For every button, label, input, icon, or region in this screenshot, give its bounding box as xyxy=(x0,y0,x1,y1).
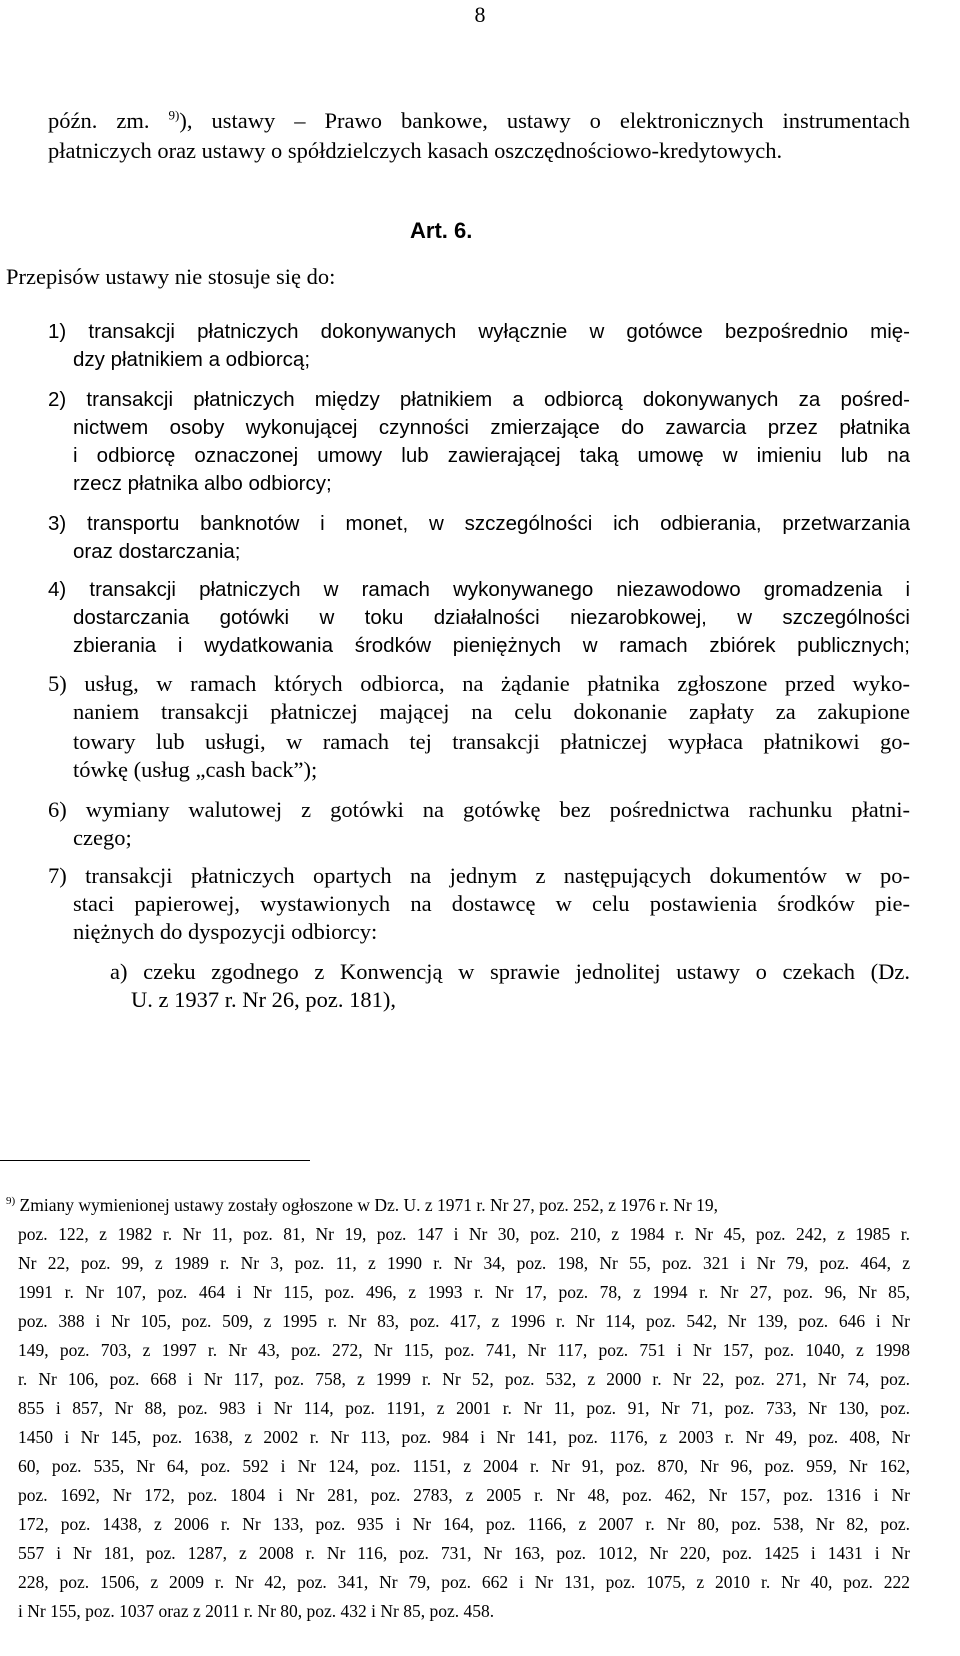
item-3-line-2: oraz dostarczania; xyxy=(73,540,241,563)
footnote-line-13: 557 i Nr 181, poz. 1287, z 2008 r. Nr 116, poz. 731, Nr 163, poz. 1012, Nr 220, poz. 1425 i 1431 i Nr xyxy=(18,1543,910,1563)
footnote-line-1 xyxy=(6,1191,718,1220)
article-heading: Art. 6. xyxy=(410,218,473,243)
item-5-line-2: naniem transakcji płatniczej mającej na celu dokonanie zapłaty za zakupione xyxy=(73,699,910,724)
item-4-line-2: dostarczania gotówki w toku działalności niezarobkowej, w szczególności xyxy=(73,606,910,629)
item-5-line-3: towary lub usługi, w ramach tej transakcji płatniczej wypłaca płatnikowi go- xyxy=(73,729,910,754)
item-7a-line-2: U. z 1937 r. Nr 26, poz. 181), xyxy=(131,987,396,1012)
item-1-line-1: 1) transakcji płatniczych dokonywanych wyłącznie w gotówce bezpośrednio mię- xyxy=(48,320,910,343)
item-2-line-4: rzecz płatnika albo odbiorcy; xyxy=(73,472,332,495)
intro-text-post: ), ustawy – Prawo bankowe, ustawy o elektronicznych instrumentach xyxy=(179,108,910,133)
footnote-line-3: Nr 22, poz. 99, z 1989 r. Nr 3, poz. 11, z 1990 r. Nr 34, poz. 198, Nr 55, poz. 321 i Nr 79, poz. 464, z xyxy=(18,1253,910,1273)
intro-line-1 xyxy=(48,106,910,136)
item-2-line-3: i odbiorcę oznaczonej umowy lub zawierającej taką umowę w imieniu lub na xyxy=(73,444,910,467)
item-6-line-2: czego; xyxy=(73,825,132,850)
intro-line-2: płatniczych oraz ustawy o spółdzielczych kasach oszczędnościowo-kredytowych. xyxy=(48,138,783,163)
item-7-line-2: staci papierowej, wystawionych na dostawcę w celu postawienia środków pie- xyxy=(73,891,910,916)
footnote-line-11: poz. 1692, Nr 172, poz. 1804 i Nr 281, poz. 2783, z 2005 r. Nr 48, poz. 462, Nr 157, poz. 1316 i Nr xyxy=(18,1485,910,1505)
footnote-marker: 9) xyxy=(6,1195,16,1208)
item-2-line-1: 2) transakcji płatniczych między płatnikiem a odbiorcą dokonywanych za pośred- xyxy=(48,388,910,411)
footnote-line-7: r. Nr 106, poz. 668 i Nr 117, poz. 758, z 1999 r. Nr 52, poz. 532, z 2000 r. Nr 22, poz. 271, Nr 74, poz. xyxy=(18,1369,910,1389)
item-4-line-3: zbierania i wydatkowania środków pieniężnych w ramach zbiórek publicznych; xyxy=(73,634,910,657)
footnote-separator xyxy=(0,1160,310,1161)
item-3-line-1: 3) transportu banknotów i monet, w szczególności ich odbierania, przetwarzania xyxy=(48,512,910,535)
item-7-line-3: niężnych do dyspozycji odbiorcy: xyxy=(73,919,378,944)
item-7a-line-1: a) czeku zgodnego z Konwencją w sprawie jednolitej ustawy o czekach (Dz. xyxy=(110,959,910,984)
item-5-line-1: 5) usług, w ramach których odbiorca, na żądanie płatnika zgłoszone przed wyko- xyxy=(48,671,910,696)
footnote-line-15: i Nr 155, poz. 1037 oraz z 2011 r. Nr 80, poz. 432 i Nr 85, poz. 458. xyxy=(18,1601,495,1621)
footnote-line-8: 855 i 857, Nr 88, poz. 983 i Nr 114, poz. 1191, z 2001 r. Nr 11, poz. 91, Nr 71, poz. 733, Nr 130, poz. xyxy=(18,1398,910,1418)
item-5-line-4: tówkę (usług „cash back”); xyxy=(73,757,318,782)
footnote-line-10: 60, poz. 535, Nr 64, poz. 592 i Nr 124, poz. 1151, z 2004 r. Nr 91, poz. 870, Nr 96, poz. 959, Nr 162, xyxy=(18,1456,910,1476)
page-number: 8 xyxy=(474,2,486,27)
footnote-line-2: poz. 122, z 1982 r. Nr 11, poz. 81, Nr 19, poz. 147 i Nr 30, poz. 210, z 1984 r. Nr 45, poz. 242, z 1985 r. xyxy=(18,1224,910,1244)
item-2-line-2: nictwem osoby wykonującej czynności zmierzające do zawarcia przez płatnika xyxy=(73,416,910,439)
footnote-ref-9: 9) xyxy=(168,107,180,123)
item-1-line-2: dzy płatnikiem a odbiorcą; xyxy=(73,348,311,371)
article-lead: Przepisów ustawy nie stosuje się do: xyxy=(6,264,336,289)
footnote-line-4: 1991 r. Nr 107, poz. 464 i Nr 115, poz. 496, z 1993 r. Nr 17, poz. 78, z 1994 r. Nr 27, poz. 96, Nr 85, xyxy=(18,1282,910,1302)
item-6-line-1: 6) wymiany walutowej z gotówki na gotówkę bez pośrednictwa rachunku płatni- xyxy=(48,797,910,822)
intro-text-pre: późn. zm. xyxy=(48,108,150,133)
item-7-line-1: 7) transakcji płatniczych opartych na jednym z następujących dokumentów w po- xyxy=(48,863,910,888)
footnote-line-12: 172, poz. 1438, z 2006 r. Nr 133, poz. 935 i Nr 164, poz. 1166, z 2007 r. Nr 80, poz. 538, Nr 82, poz. xyxy=(18,1514,910,1534)
item-4-line-1: 4) transakcji płatniczych w ramach wykonywanego niezawodowo gromadzenia i xyxy=(48,578,910,601)
footnote-text: Zmiany wymienionej ustawy zostały ogłoszone w Dz. U. z 1971 r. Nr 27, poz. 252, z 1976 r. Nr 19, xyxy=(19,1195,718,1215)
footnote-line-6: 149, poz. 703, z 1997 r. Nr 43, poz. 272, Nr 115, poz. 741, Nr 117, poz. 751 i Nr 157, poz. 1040, z 1998 xyxy=(18,1340,910,1360)
footnote-line-9: 1450 i Nr 145, poz. 1638, z 2002 r. Nr 113, poz. 984 i Nr 141, poz. 1176, z 2003 r. Nr 49, poz. 408, Nr xyxy=(18,1427,910,1447)
footnote-line-14: 228, poz. 1506, z 2009 r. Nr 42, poz. 341, Nr 79, poz. 662 i Nr 131, poz. 1075, z 2010 r. Nr 40, poz. 222 xyxy=(18,1572,910,1592)
footnote-line-5: poz. 388 i Nr 105, poz. 509, z 1995 r. Nr 83, poz. 417, z 1996 r. Nr 114, poz. 542, Nr 139, poz. 646 i Nr xyxy=(18,1311,910,1331)
